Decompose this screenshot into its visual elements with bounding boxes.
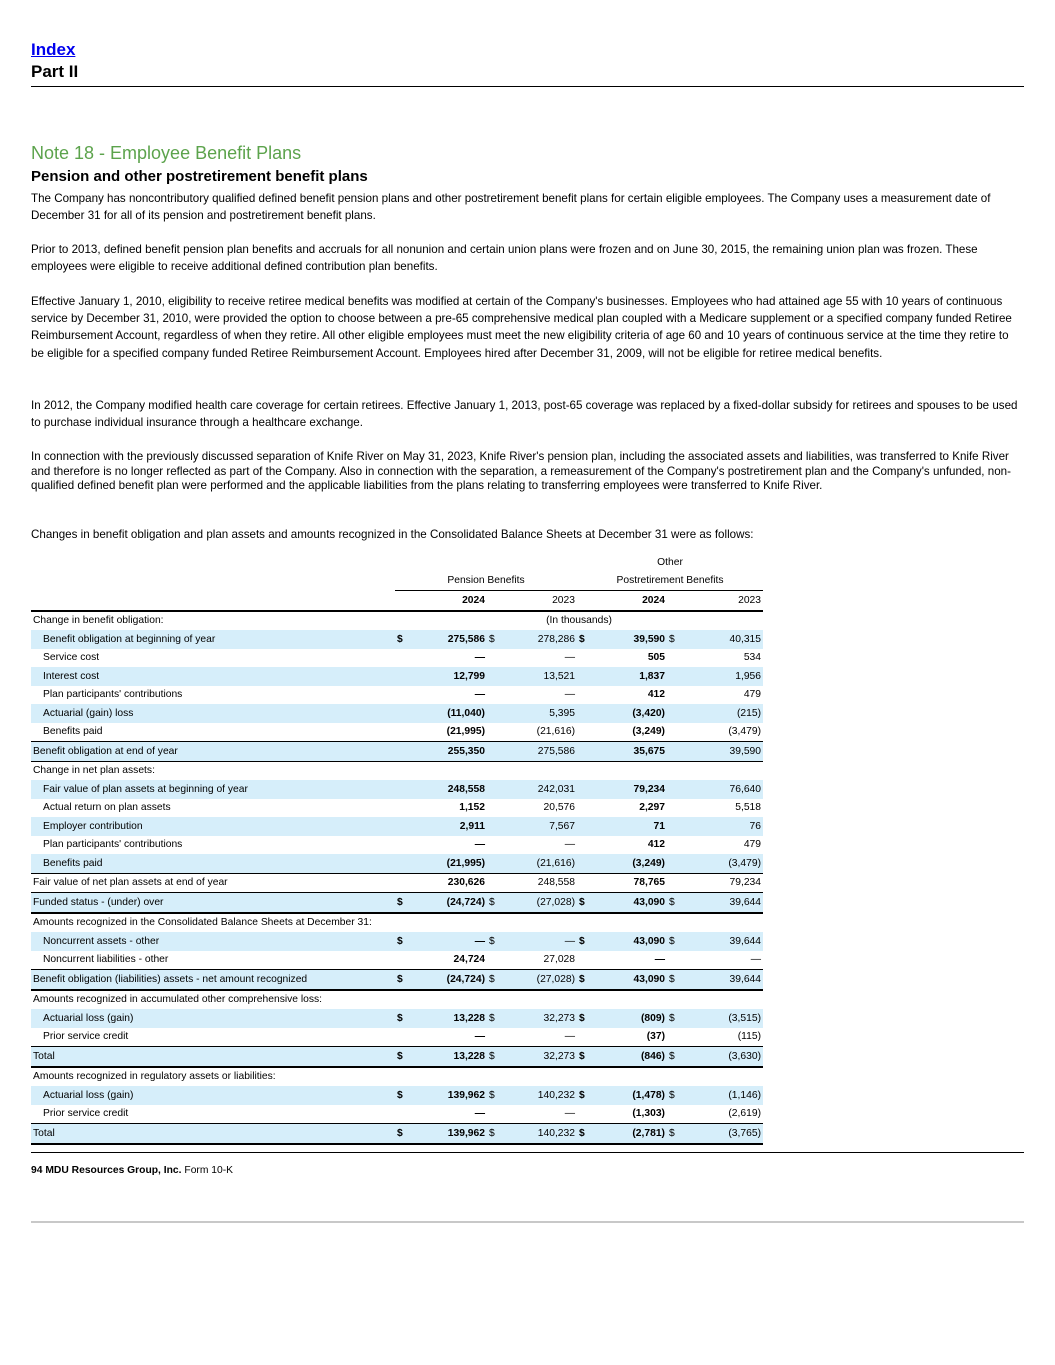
table-row: Fair value of plan assets at beginning of year 248,558 242,031 79,234 76,640 xyxy=(31,780,763,799)
header-divider xyxy=(31,86,1024,87)
section-label: Change in benefit obligation: xyxy=(33,615,164,627)
table-row: Actuarial loss (gain) $ 139,962 $ 140,232 $ (1,478) $ (1,146) xyxy=(31,1086,763,1105)
year-header: 2023 xyxy=(667,591,763,611)
section-label: Amounts recognized in the Consolidated Balance Sheets at December 31: xyxy=(33,917,372,929)
table-row: Prior service credit — — (37) (115) xyxy=(31,1028,763,1047)
table-row: Plan participants' contributions — — 412 479 xyxy=(43,839,762,851)
funded-status-row: Funded status - (under) over $ (24,724) $ (27,028) $ 43,090 $ 39,644 xyxy=(31,893,763,913)
paragraph-retiree-medical: Effective January 1, 2010, eligibility to receive retiree medical benefits was modified at certain of the Company's businesses. Employees who had attained age 55 with 10 years of continuous service by December 31, 2010, were provided the option to choose between a pre-65 comprehensive medical plan coupled with a Medicare supplement or a specified company funded Retiree Reimbursement Account, regardless of when they retire. All other eligible employees must meet the new eligibility criteria of age 60 and 10 years of continuous service at the time they retire to be eligible for a specified company funded Retiree Reimbursement Account. Employees hired after December 31, 2009, will not be eligible for retiree medical benefits. xyxy=(31,295,1012,360)
pension-benefits-header: Pension Benefits xyxy=(395,572,577,591)
other-postretirement-header-line1: Other xyxy=(657,556,683,568)
section-label: Change in net plan assets: xyxy=(33,765,155,777)
table-row: Prior service credit — — (1,303) (2,619) xyxy=(31,1105,763,1124)
table-row: Employer contribution 2,911 7,567 71 76 xyxy=(31,817,763,836)
section-subheading: Pension and other postretirement benefit plans xyxy=(31,168,368,185)
page-separator xyxy=(31,1221,1024,1223)
year-header: 2024 xyxy=(577,591,667,611)
table-row: Interest cost 12,799 13,521 1,837 1,956 xyxy=(31,667,763,686)
page-footer xyxy=(31,1165,233,1176)
table-total-row: Benefit obligation (liabilities) assets - net amount recognized $ (24,724) $ (27,028) $ 43,090 $ 39,644 xyxy=(31,970,763,990)
paragraph-measurement-date: The Company has noncontributory qualified defined benefit pension plans and other postretirement benefit plans for certain eligible employees. The Company uses a measurement date of December 31 for all of its pension and postretirement benefit plans. xyxy=(31,192,991,223)
table-row: Plan participants' contributions — — 412 479 xyxy=(43,689,762,701)
paragraph-table-intro: Changes in benefit obligation and plan assets and amounts recognized in the Consolidated Balance Sheets at December 31 were as follows: xyxy=(31,528,754,541)
year-header: 2024 xyxy=(395,591,487,611)
table-row: Actuarial loss (gain) $ 13,228 $ 32,273 $ (809) $ (3,515) xyxy=(31,1009,763,1028)
table-row: Benefits paid (21,995) (21,616) (3,249) (3,479) xyxy=(31,723,763,742)
paragraph-health-care: In 2012, the Company modified health care coverage for certain retirees. Effective January 1, 2013, post-65 coverage was replaced by a fixed-dollar subsidy for retirees and spouses to be used to purchase individual insurance through a healthcare exchange. xyxy=(31,399,1018,430)
table-row: Noncurrent assets - other $ — $ — $ 43,090 $ 39,644 xyxy=(31,932,763,951)
table-total-row: Total $ 13,228 $ 32,273 $ (846) $ (3,630) xyxy=(31,1047,763,1067)
company-name: MDU Resources Group, Inc. xyxy=(45,1165,182,1176)
units-label: (In thousands) xyxy=(546,615,612,627)
paragraph-knife-river: In connection with the previously discussed separation of Knife River on May 31, 2023, Knife River's pension plan, including the associated assets and liabilities, was transferred to Knife River and therefore is no longer reflected as part of the Company. Also in connection with the separation, a remeasurement of the Company's postretirement plan and the Company's unfunded, non-qualified defined benefit plan were performed and the applicable liabilities from the plans relating to transferring employees were transferred to Knife River. xyxy=(31,450,1011,493)
table-row: Actual return on plan assets 1,152 20,576 2,297 5,518 xyxy=(43,802,762,814)
table-row: Actuarial (gain) loss (11,040) 5,395 (3,420) (215) xyxy=(31,704,763,723)
part-heading: Part II xyxy=(31,62,79,81)
section-label: Amounts recognized in accumulated other comprehensive loss: xyxy=(33,994,323,1006)
table-total-row: Total $ 139,962 $ 140,232 $ (2,781) $ (3,765) xyxy=(31,1124,763,1144)
year-header: 2023 xyxy=(487,591,577,611)
table-row: Noncurrent liabilities - other 24,724 27,028 — — xyxy=(31,951,763,970)
table-row: Service cost — — 505 534 xyxy=(43,652,762,664)
table-row: Benefit obligation at beginning of year $ 275,586 $ 278,286 $ 39,590 $ 40,315 xyxy=(31,630,763,649)
table-total-row: Benefit obligation at end of year 255,350 275,586 35,675 39,590 xyxy=(31,742,763,762)
page-number: 94 xyxy=(31,1165,43,1176)
note-title: Note 18 - Employee Benefit Plans xyxy=(31,143,302,163)
footer-divider xyxy=(31,1152,1024,1153)
table-total-row: Fair value of net plan assets at end of year 230,626 248,558 78,765 79,234 xyxy=(31,873,763,893)
paragraph-plan-freeze: Prior to 2013, defined benefit pension plan benefits and accruals for all nonunion and certain union plans were frozen and on June 30, 2015, the remaining union plan was frozen. These employees were eligible to receive additional defined contribution plan benefits. xyxy=(31,243,978,274)
section-label: Amounts recognized in regulatory assets or liabilities: xyxy=(33,1071,276,1083)
other-postretirement-header: Postretirement Benefits xyxy=(577,572,763,591)
form-type: Form 10-K xyxy=(184,1165,234,1176)
benefit-plans-table xyxy=(31,553,763,1145)
table-row: Benefits paid (21,995) (21,616) (3,249) (3,479) xyxy=(31,854,763,873)
index-link[interactable]: Index xyxy=(31,40,76,59)
